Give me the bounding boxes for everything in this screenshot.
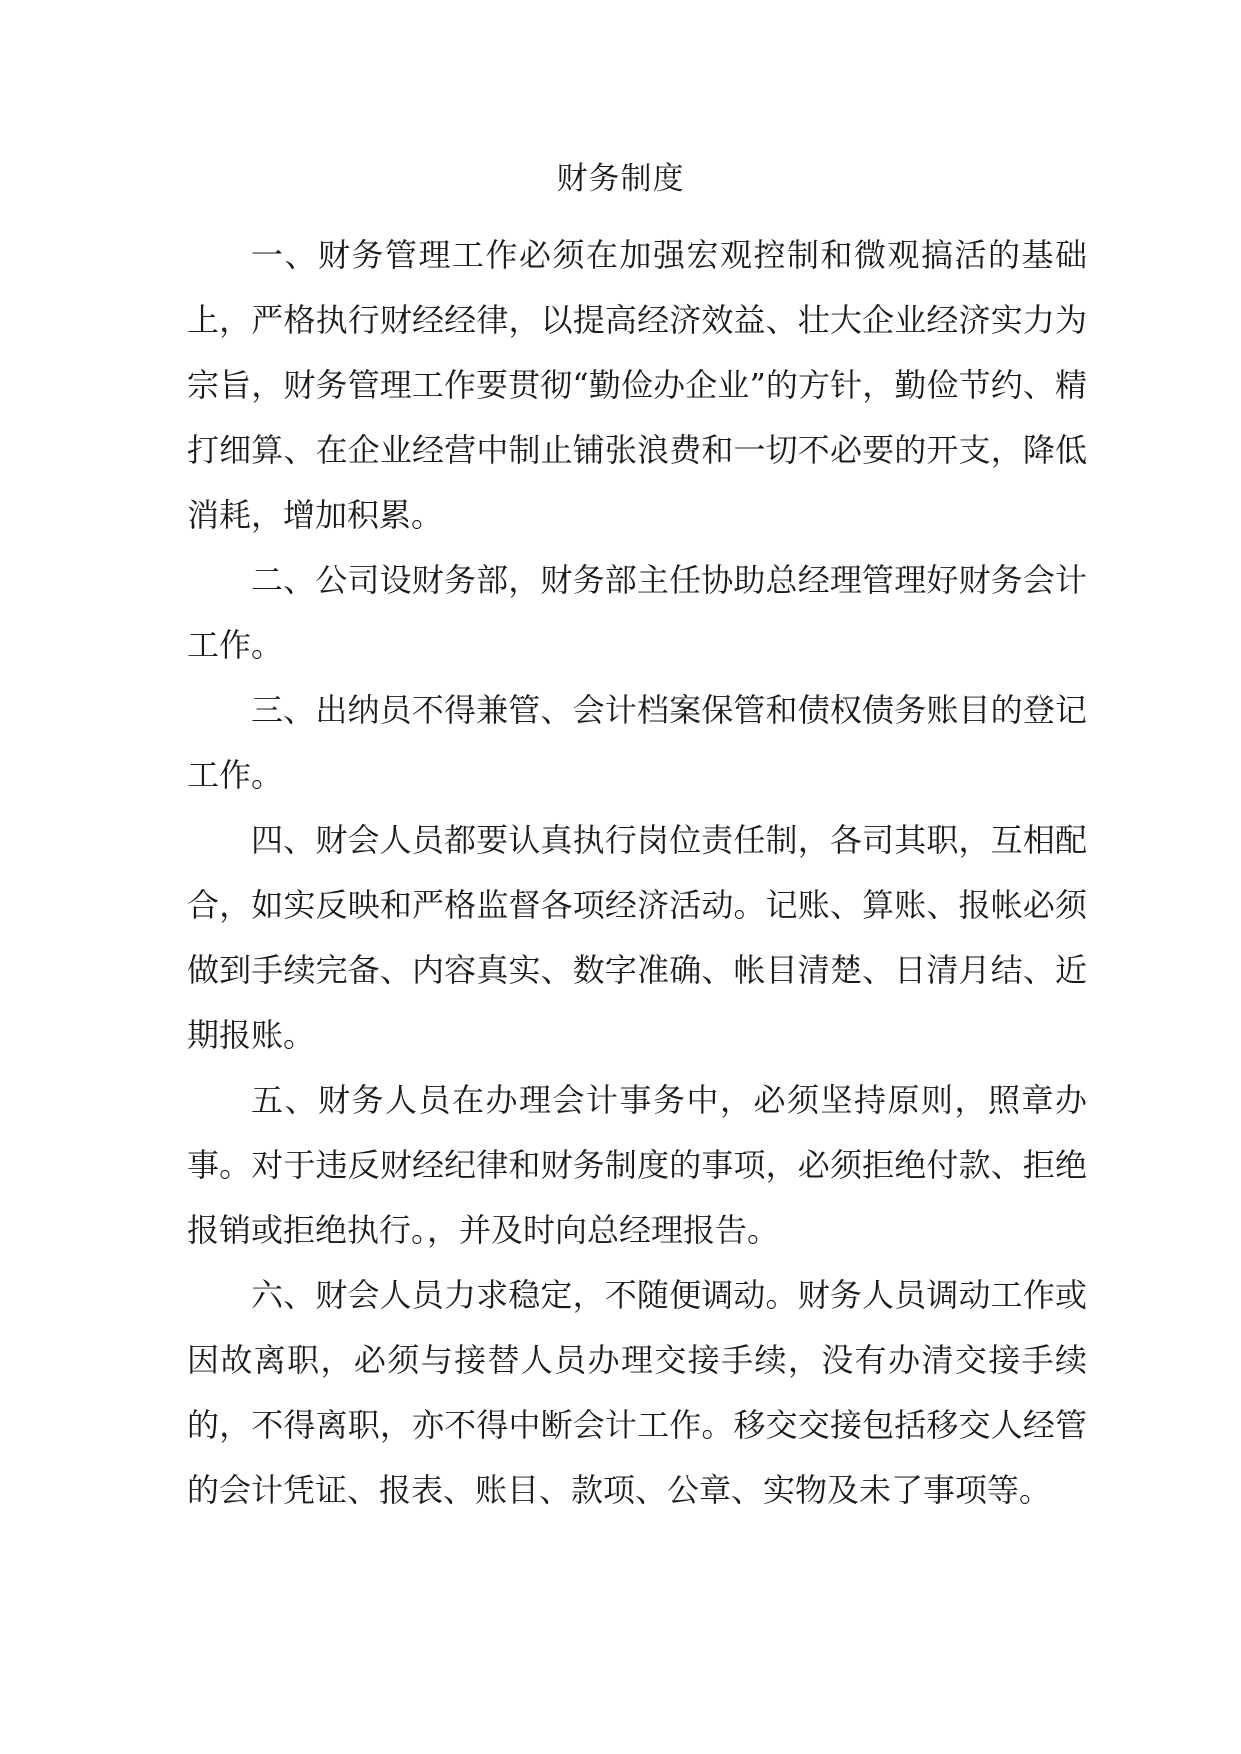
paragraph-4: 四、财会人员都要认真执行岗位责任制，各司其职，互相配合，如实反映和严格监督各项经济活动。记账、算账、报帐必须做到手续完备、内容真实、数字准确、帐目清楚、日清月结、近期报账。 — [187, 821, 1087, 1054]
document-title: 财务制度 — [556, 161, 685, 197]
paragraph-3: 三、出纳员不得兼管、会计档案保管和债权债务账目的登记工作。 — [187, 691, 1087, 794]
document-body — [187, 223, 1087, 1523]
paragraph-1: 一、财务管理工作必须在加强宏观控制和微观搞活的基础上，严格执行财经经律，以提高经济效益、壮大企业经济实力为宗旨，财务管理工作要贯彻“勤俭办企业”的方针，勤俭节约、精打细算、在企业经营中制止铺张浪费和一切不必要的开支，降低消耗，增加积累。 — [187, 236, 1087, 534]
paragraph-2: 二、公司设财务部，财务部主任协助总经理管理好财务会计工作。 — [187, 561, 1087, 664]
paragraph-5: 五、财务人员在办理会计事务中，必须坚持原则，照章办事。对于违反财经纪律和财务制度的事项，必须拒绝付款、拒绝报销或拒绝执行。，并及时向总经理报告。 — [187, 1081, 1087, 1249]
paragraph-6: 六、财会人员力求稳定，不随便调动。财务人员调动工作或因故离职，必须与接替人员办理交接手续，没有办清交接手续的，不得离职，亦不得中断会计工作。移交交接包括移交人经管的会计凭证、报表、账目、款项、公章、实物及未了事项等。 — [187, 1276, 1087, 1509]
